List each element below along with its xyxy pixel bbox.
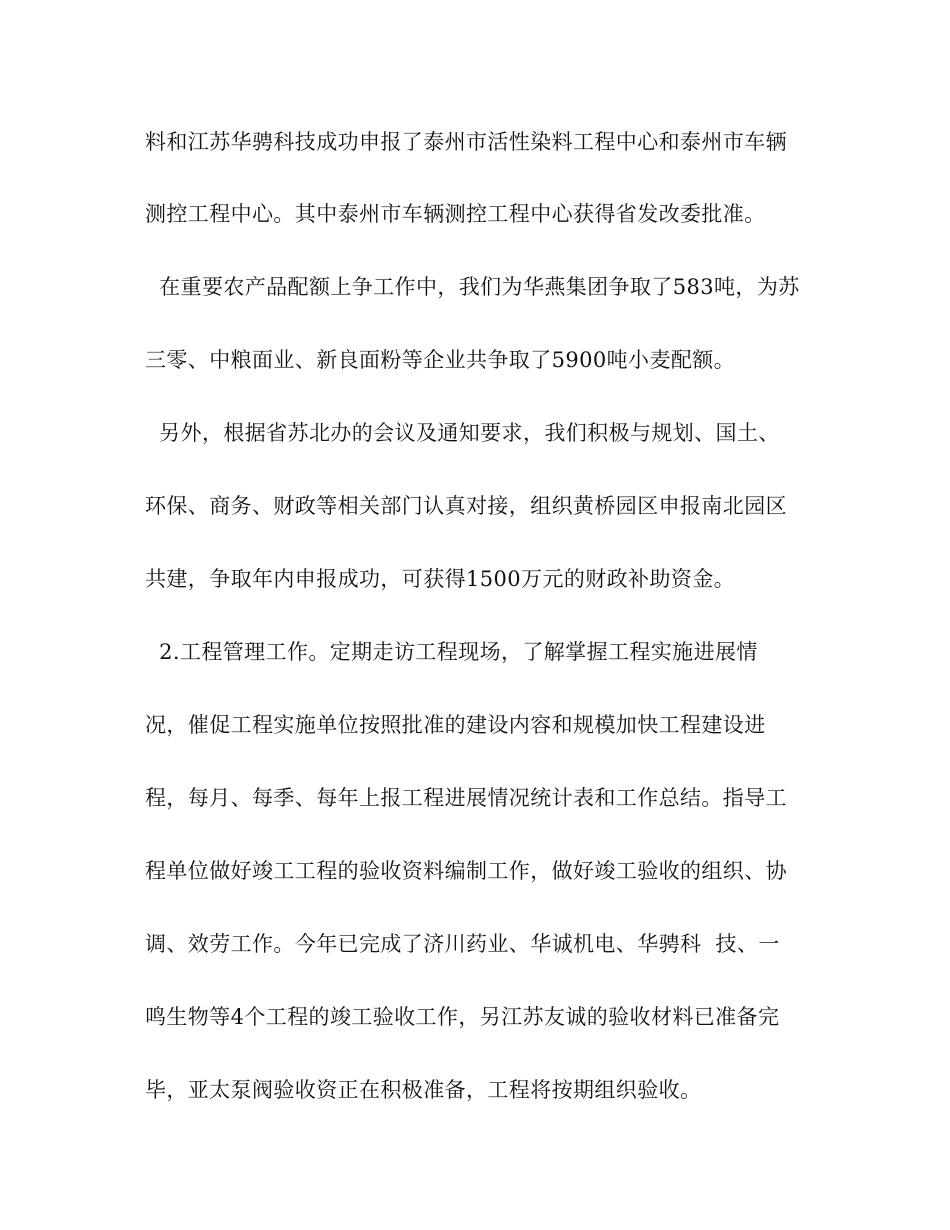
text-line: 另外，根据省苏北办的会议及通知要求，我们积极与规划、国土、 <box>145 421 780 445</box>
text-line: 2.工程管理工作。定期走访工程现场，了解掌握工程实施进展情 <box>145 640 758 664</box>
text-line: 在重要农产品配额上争工作中，我们为华燕集团争取了583吨，为苏 <box>145 275 800 299</box>
text-line: 毕，亚太泵阀验收资正在积极准备，工程将按期组织验收。 <box>145 1078 702 1102</box>
text-line: 环保、商务、财政等相关部门认真对接，组织黄桥园区申报南北园区 <box>145 494 787 518</box>
text-line: 调、效劳工作。今年已完成了济川药业、华诚机电、华骋科 技、一 <box>145 932 780 956</box>
text-line: 三零、中粮面业、新良面粉等企业共争取了5900吨小麦配额。 <box>145 348 736 372</box>
text-line: 测控工程中心。其中泰州市车辆测控工程中心获得省发改委批准。 <box>145 202 766 226</box>
text-line: 程单位做好竣工工程的验收资料编制工作，做好竣工验收的组织、协 <box>145 859 787 883</box>
text-line: 共建，争取年内申报成功，可获得1500万元的财政补助资金。 <box>145 567 736 591</box>
text-line: 程，每月、每季、每年上报工程进展情况统计表和工作总结。指导工 <box>145 786 787 810</box>
text-line: 鸣生物等4个工程的竣工验收工作，另江苏友诚的验收材料已准备完 <box>145 1005 780 1029</box>
text-line: 料和江苏华骋科技成功申报了泰州市活性染料工程中心和泰州市车辆 <box>145 130 787 154</box>
text-line: 况，催促工程实施单位按照批准的建设内容和规模加快工程建设进 <box>145 713 766 737</box>
